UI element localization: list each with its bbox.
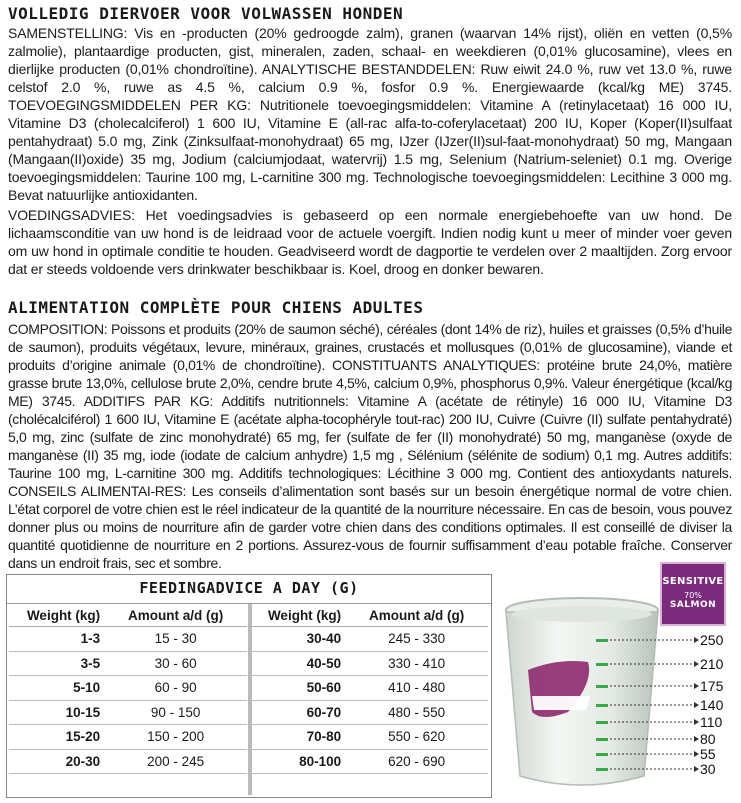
weight-cell: 80-100 [250,749,345,774]
scale-label: 110 [700,714,723,730]
scale-arrowhead [694,719,699,725]
feeding-table-right [250,604,488,774]
scale-label: 210 [700,656,724,672]
amount-cell: 410 - 480 [345,676,488,701]
weight-cell: 5-10 [9,676,104,701]
weight-cell: 20-30 [9,749,104,774]
scale-label: 80 [700,731,716,747]
feeding-title: FEEDINGADVICE A DAY (G) [139,579,359,597]
scale-arrowhead [694,683,699,689]
nl-advice: VOEDINGSADVIES: Het voedingsadvies is gebaseerd op een normale energiebehoefte van uw hond. De lichaamsconditie van uw hond is de leidraad voor de actuele voergift. Indien nodig kunt u meer of minder voer geven om uw hond in optimale conditie te houden. Geadviseerd wordt de dagportie te verdelen over 2 maaltijden. Zorg ervoor dat er steeds voldoende vers drinkwater beschikbaar is. Koel, droog en donker bewaren. [8,207,732,277]
scale-label: 140 [700,697,724,713]
cup-tick [596,704,608,707]
fr-title: ALIMENTATION COMPLÈTE POUR CHIENS ADULTES [8,298,424,317]
weight-cell: 30-40 [250,627,345,652]
scale-label: 250 [700,632,724,648]
amount-cell: 245 - 330 [345,627,488,652]
table-row [250,627,488,652]
nl-composition: SAMENSTELLING: Vis en -producten (20% gedroogde zalm), granen (waarvan 14% rijst), oliën en vetten (0,5% zalmolie), plantaardige producten, gist, mineralen, zaden, schaal- en weekdieren (0,01% glucosamine), vlees en dierlijke producten (0,01% chondroïtine). ANALYTISCHE BESTANDDELEN: Ruw eiwit 24.0 %, ruw vet 13.0 %, ruwe celstof 2.0 %, ruwe as 4.5 %, calcium 0.9 %, fosfor 0.9 %. Energiewaarde (kcal/kg ME) 3745. TOEVOEGINGSMIDDELEN PER KG: Nutritionele toevoegingsmiddelen: Vitamine A (retinylacetaat) 16 000 IU, Vitamine D3 (cholecalciferol) 1 600 IU, Vitamine E (all-rac alfa-to-coferylacetaat) 200 IU, Koper (Koper(II)sulfaat pentahydraat) 5.0 mg, Zink (Zinksulfaat-monohydraat) 65 mg, IJzer (IJzer(II)sul-faat-monohydraat) 50 mg, Mangaan (Mangaan(II)oxide) 35 mg, Jodium (calciumjodaat, watervrij) 1.5 mg, Selenium (Natrium-seleniet) 0.1 mg. Overige toevoegingsmiddelen: Taurine 100 mg, L-carnitine 300 mg. Technologische toevoegingsmiddelen: Lecithine 3 000 mg. Bevat natuurlijke antioxidanten. [8,25,732,203]
scale-label: 55 [700,746,716,762]
amount-cell: 550 - 620 [345,725,488,750]
scale-arrowhead [694,736,699,742]
cup-tick [596,721,608,724]
weight-cell: 10-15 [9,700,104,725]
cup-tick [596,639,608,642]
cup-tick [596,663,608,666]
cup-tick [596,753,608,756]
table-row [250,725,488,750]
amount-cell: 15 - 30 [104,627,247,652]
amount-cell: 150 - 200 [104,725,247,750]
weight-cell: 3-5 [9,651,104,676]
table-row [9,725,247,750]
amount-cell: 90 - 150 [104,700,247,725]
badge-percent: 70% [684,591,702,600]
weight-cell: 70-80 [250,725,345,750]
feeding-table [6,574,492,798]
table-row [250,651,488,676]
table-row [9,627,247,652]
cup-tick [596,738,608,741]
table-row [9,676,247,701]
table-row [9,749,247,774]
scale-arrowhead [694,751,699,757]
amount-cell: 200 - 245 [104,749,247,774]
scale-label: 30 [700,761,716,777]
table-row [9,700,247,725]
scale-arrowhead [694,702,699,708]
amount-cell: 60 - 90 [104,676,247,701]
amount-header: Amount a/d (g) [104,604,247,627]
feeding-table-left [9,604,247,774]
nl-title: VOLLEDIG DIERVOER VOOR VOLWASSEN HONDEN [8,4,404,23]
cup-tick [596,685,608,688]
scale-arrowhead [694,637,699,643]
weight-cell: 60-70 [250,700,345,725]
cup-tick [596,768,608,771]
badge-main: SENSITIVE [662,576,724,587]
amount-cell: 620 - 690 [345,749,488,774]
fr-text: COMPOSITION: Poissons et produits (20% de saumon séché), céréales (dont 14% de riz), huiles et graisses (0,5% d’huile de saumon), produits végétaux, levure, minéraux, graines, crustacés et mollusques (0,01% de glucosamine), viande et produits d’origine animale (0,01% de chondroïtine). CONSTITUANTS ANALYTIQUES: protéine brute 24,0%, matière grasse brute 13,0%, cellulose brute 2,0%, cendre brute 4,5%, calcium 0,9%, phosphorus 0,9%. Valeur énergétique (kcal/kg ME) 3745. ADDITIFS PAR KG: Additifs nutritionnels: Vitamine A (acétate de rétinyle) 16 000 IU, Vitamine D3 (cholécalciférol) 1 600 IU, Vitamine E (acétate alpha-tocophéryle tout-rac) 200 IU, Cuivre (Cuivre (II) sulfate pentahydraté) 5,0 mg, zinc (sulfate de zinc monohydraté) 65 mg, fer (sulfate de fer (II) monohydraté) 50 mg, manganèse (oxyde de manganèse (II) 35 mg, iode (iodate de calcium anhydre) 1,5 mg , Sélénium (sélénite de sodium) 0,1 mg. Autres additifs: Taurine 100 mg, L-carnitine 300 mg. Additifs technologiques: Lécithine 3 000 mg. Contient des antioxydants naturels. CONSEILS ALIMENTAI-RES: Les conseils d’alimentation sont basés sur un besoin énergétique normal de votre chien. L’état corporel de votre chien est le réel indicateur de la quantité de la nourriture nécessaire. En cas de besoin, vous pouvez donner plus ou moins de nourriture afin de garder votre chien dans des conditions optimales. Il est conseillé de diviser la quantité quotidienne de nourriture en 2 portions. Assurez-vous de fournir suffisamment d’eau potable fraîche. Conserver dans un endroit frais, sec et sombre. [8,321,732,571]
scale-arrowhead [694,661,699,667]
amount-cell: 480 - 550 [345,700,488,725]
scale-label: 175 [700,678,724,694]
weight-cell: 15-20 [9,725,104,750]
scale-arrowhead [694,766,699,772]
weight-cell: 50-60 [250,676,345,701]
amount-header: Amount a/d (g) [345,604,488,627]
sensitive-badge [660,562,726,626]
weight-cell: 40-50 [250,651,345,676]
amount-cell: 30 - 60 [104,651,247,676]
amount-cell: 330 - 410 [345,651,488,676]
table-row [250,700,488,725]
weight-cell: 1-3 [9,627,104,652]
weight-header: Weight (kg) [250,604,345,627]
table-row [250,749,488,774]
table-row [9,651,247,676]
table-row [250,676,488,701]
weight-header: Weight (kg) [9,604,104,627]
badge-sub: SALMON [669,600,717,610]
